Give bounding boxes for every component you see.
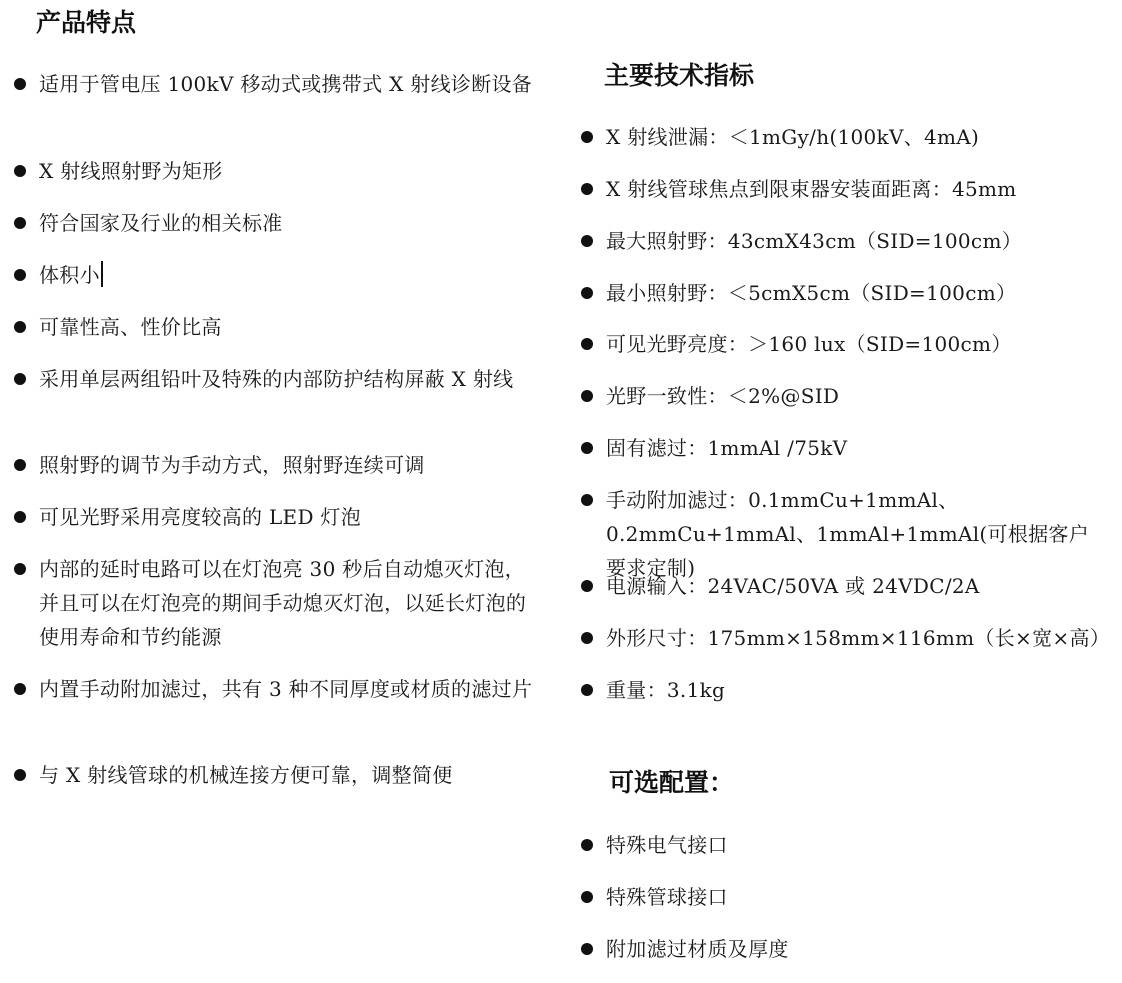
list-item-text: 可见光野采用亮度较高的 LED 灯泡 — [39, 505, 362, 529]
list-item-text: 照射野的调节为手动方式，照射野连续可调 — [39, 453, 425, 477]
list-item-text: 最小照射野：＜5cmX5cm（SID=100cm） — [606, 281, 1017, 305]
list-item-text: 符合国家及行业的相关标准 — [39, 211, 283, 235]
bullet-icon — [14, 563, 26, 575]
list-item — [606, 224, 1106, 258]
list-item-text: 光野一致性：＜2%@SID — [606, 384, 840, 408]
list-item — [39, 672, 539, 706]
list-item-text: 固有滤过：1mmAl /75kV — [606, 436, 848, 460]
list-item-text: 特殊电气接口 — [606, 833, 728, 857]
list-item — [39, 154, 539, 188]
list-item-text: 外形尺寸：175mm×158mm×116mm（长×宽×高） — [606, 626, 1111, 650]
specs-heading: 主要技术指标 — [604, 61, 755, 90]
list-item — [39, 448, 539, 482]
bullet-icon — [14, 321, 26, 333]
list-item-text: 可靠性高、性价比高 — [39, 315, 222, 339]
list-item-text: 手动附加滤过：0.1mmCu+1mmAl、0.2mmCu+1mmAl、1mmAl+1mmAl(可根据客户要求定制) — [606, 488, 1090, 580]
list-item-text: 最大照射野：43cmX43cm（SID=100cm） — [606, 229, 1023, 253]
bullet-icon — [581, 494, 593, 506]
bullet-icon — [581, 390, 593, 402]
list-item — [606, 431, 1106, 465]
list-item-text: 特殊管球接口 — [606, 885, 728, 909]
bullet-icon — [14, 269, 26, 281]
bullet-icon — [581, 183, 593, 195]
list-item-text: 内置手动附加滤过，共有 3 种不同厚度或材质的滤过片 — [39, 677, 533, 701]
bullet-icon — [581, 839, 593, 851]
bullet-icon — [581, 891, 593, 903]
bullet-icon — [581, 131, 593, 143]
bullet-icon — [581, 235, 593, 247]
list-item-text — [39, 258, 539, 292]
bullet-icon — [581, 943, 593, 955]
list-item-text: X 射线泄漏：＜1mGy/h(100kV、4mA) — [606, 125, 980, 149]
bullet-icon — [14, 78, 26, 90]
bullet-icon — [581, 338, 593, 350]
list-item-text: 重量：3.1kg — [606, 678, 726, 702]
list-item — [606, 828, 1106, 862]
list-item — [39, 310, 539, 344]
list-item-value: 体积小 — [39, 263, 100, 287]
bullet-icon — [581, 632, 593, 644]
list-item — [606, 621, 1111, 655]
list-item — [606, 120, 1106, 154]
list-item-text: 适用于管电压 100kV 移动式或携带式 X 射线诊断设备 — [39, 72, 533, 96]
list-item — [606, 673, 1106, 707]
list-item — [39, 758, 539, 792]
list-item — [606, 276, 1106, 310]
list-item — [39, 258, 539, 292]
list-item-text: X 射线照射野为矩形 — [39, 159, 223, 183]
list-item — [606, 327, 1106, 361]
options-heading: 可选配置： — [609, 768, 735, 797]
list-item — [39, 552, 539, 654]
list-item — [39, 362, 539, 396]
bullet-icon — [14, 459, 26, 471]
bullet-icon — [581, 684, 593, 696]
text-cursor — [101, 261, 103, 287]
list-item-text: 与 X 射线管球的机械连接方便可靠，调整简便 — [39, 763, 453, 787]
list-item-text: X 射线管球焦点到限束器安装面距离：45mm — [606, 177, 1017, 201]
bullet-icon — [581, 442, 593, 454]
bullet-icon — [581, 287, 593, 299]
bullet-icon — [581, 580, 593, 592]
list-item — [39, 500, 539, 534]
list-item — [606, 379, 1106, 413]
bullet-icon — [14, 217, 26, 229]
bullet-icon — [14, 683, 26, 695]
bullet-icon — [14, 511, 26, 523]
bullet-icon — [14, 373, 26, 385]
list-item-text: 附加滤过材质及厚度 — [606, 937, 789, 961]
list-item — [39, 67, 539, 101]
features-heading: 产品特点 — [36, 8, 137, 37]
list-item — [606, 880, 1106, 914]
list-item — [606, 172, 1106, 206]
list-item-text: 可见光野亮度：＞160 lux（SID=100cm） — [606, 332, 1012, 356]
list-item-text: 电源输入：24VAC/50VA 或 24VDC/2A — [606, 574, 980, 598]
bullet-icon — [14, 165, 26, 177]
list-item — [606, 569, 1106, 603]
list-item-text: 采用单层两组铅叶及特殊的内部防护结构屏蔽 X 射线 — [39, 367, 514, 391]
list-item-text: 内部的延时电路可以在灯泡亮 30 秒后自动熄灭灯泡，并且可以在灯泡亮的期间手动熄灭灯泡，以延长灯泡的使用寿命和节约能源 — [39, 557, 527, 649]
list-item — [606, 932, 1106, 966]
bullet-icon — [14, 769, 26, 781]
list-item — [39, 206, 539, 240]
